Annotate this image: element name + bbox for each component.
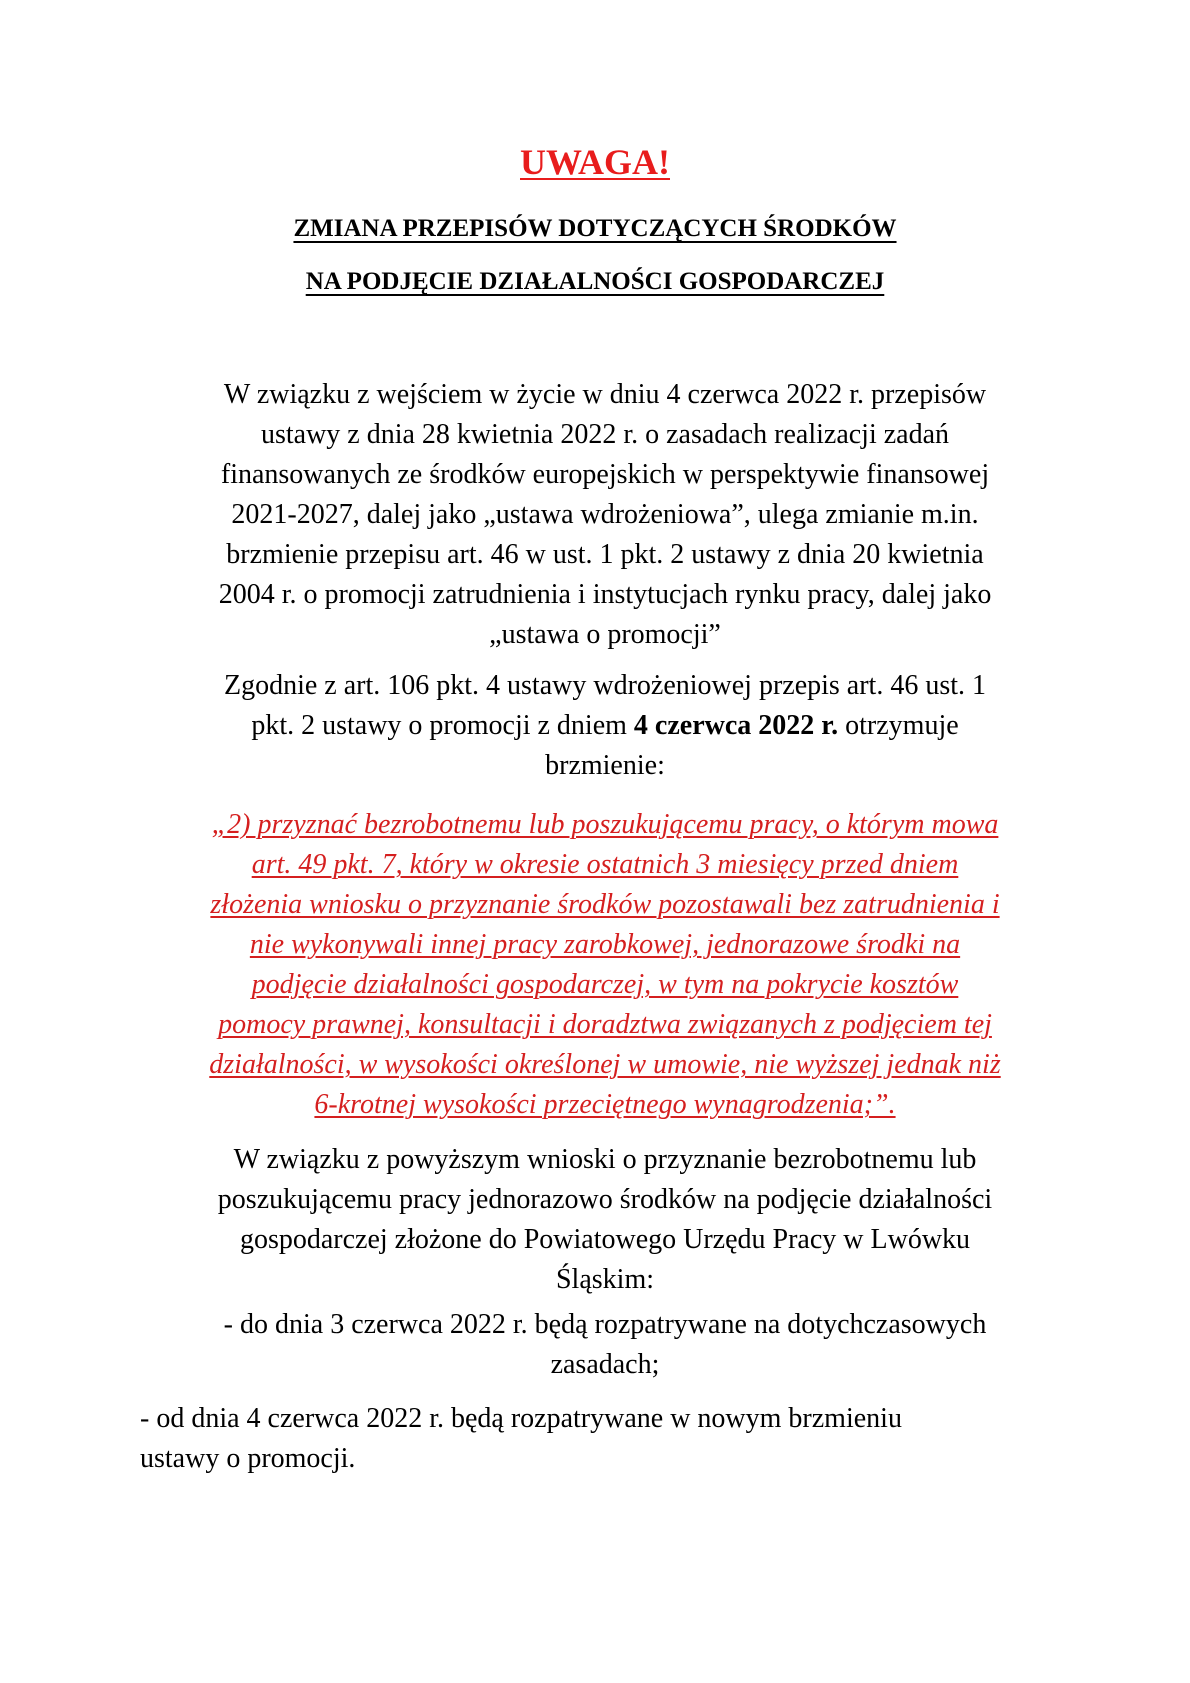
effective-date: 4 czerwca 2022 r. xyxy=(633,710,839,741)
consequence-line: gospodarczej złożone do Powiatowego Urzędu Pracy w Lwówku xyxy=(239,1224,971,1255)
bullet-line: ustawy o promocji. xyxy=(140,1443,356,1474)
bullet-line: zasadach; xyxy=(550,1349,660,1380)
bullet-line: - od dnia 4 czerwca 2022 r. będą rozpatrywane w nowym brzmieniu xyxy=(140,1403,902,1434)
intro-line: 2004 r. o promocji zatrudnienia i instytucjach rynku pracy, dalej jako xyxy=(218,579,992,610)
quote-line: 6-krotnej wysokości przeciętnego wynagrodzenia;”. xyxy=(314,1089,896,1120)
heading-line-1: ZMIANA PRZEPISÓW DOTYCZĄCYCH ŚRODKÓW xyxy=(293,215,897,242)
quote-line: nie wykonywali innej pracy zarobkowej, jednorazowe środki na xyxy=(249,929,961,960)
provision-text: otrzymuje xyxy=(838,710,959,741)
quote-line: „2) przyznać bezrobotnemu lub poszukującemu pracy, o którym mowa xyxy=(211,809,999,840)
provision-paragraph xyxy=(140,666,1070,786)
intro-paragraph xyxy=(140,375,1070,655)
quote-line: złożenia wniosku o przyznanie środków pozostawali bez zatrudnienia i xyxy=(210,889,1000,920)
provision-text: pkt. 2 ustawy o promocji z dniem xyxy=(251,710,634,741)
intro-line: finansowanych ze środków europejskich w perspektywie finansowej xyxy=(220,459,990,490)
provision-line xyxy=(140,706,1070,746)
quote-line: art. 49 pkt. 7, który w okresie ostatnich 3 miesięcy przed dniem xyxy=(251,849,959,880)
bullet-line: - do dnia 3 czerwca 2022 r. będą rozpatrywane na dotychczasowych xyxy=(223,1309,987,1340)
provision-line: brzmienie: xyxy=(545,750,665,781)
quote-line: działalności, w wysokości określonej w umowie, nie wyższej jednak niż xyxy=(209,1049,1001,1080)
intro-line: „ustawa o promocji” xyxy=(489,619,721,650)
quote-line: pomocy prawnej, konsultacji i doradztwa związanych z podjęciem tej xyxy=(218,1009,992,1040)
quoted-provision xyxy=(140,805,1070,1125)
quote-line: podjęcie działalności gospodarczej, w tym na pokrycie kosztów xyxy=(251,969,959,1000)
consequence-line: Śląskim: xyxy=(555,1264,654,1295)
consequence-paragraph xyxy=(140,1140,1070,1300)
bullet-before-date xyxy=(140,1305,1070,1385)
heading-line-2: NA PODJĘCIE DZIAŁALNOŚCI GOSPODARCZEJ xyxy=(305,268,885,295)
bullet-from-date xyxy=(140,1399,1070,1479)
intro-line: 2021-2027, dalej jako „ustawa wdrożeniowa”, ulega zmianie m.in. xyxy=(231,499,979,530)
provision-line: Zgodnie z art. 106 pkt. 4 ustawy wdrożeniowej przepis art. 46 ust. 1 xyxy=(223,670,987,701)
notice-title: UWAGA! xyxy=(520,142,670,182)
consequence-line: W związku z powyższym wnioski o przyznanie bezrobotnemu lub xyxy=(233,1144,977,1175)
consequence-line: poszukującemu pracy jednorazowo środków na podjęcie działalności xyxy=(217,1184,993,1215)
intro-line: W związku z wejściem w życie w dniu 4 czerwca 2022 r. przepisów xyxy=(223,379,987,410)
intro-line: ustawy z dnia 28 kwietnia 2022 r. o zasadach realizacji zadań xyxy=(260,419,950,450)
intro-line: brzmienie przepisu art. 46 w ust. 1 pkt. 2 ustawy z dnia 20 kwietnia xyxy=(226,539,984,570)
